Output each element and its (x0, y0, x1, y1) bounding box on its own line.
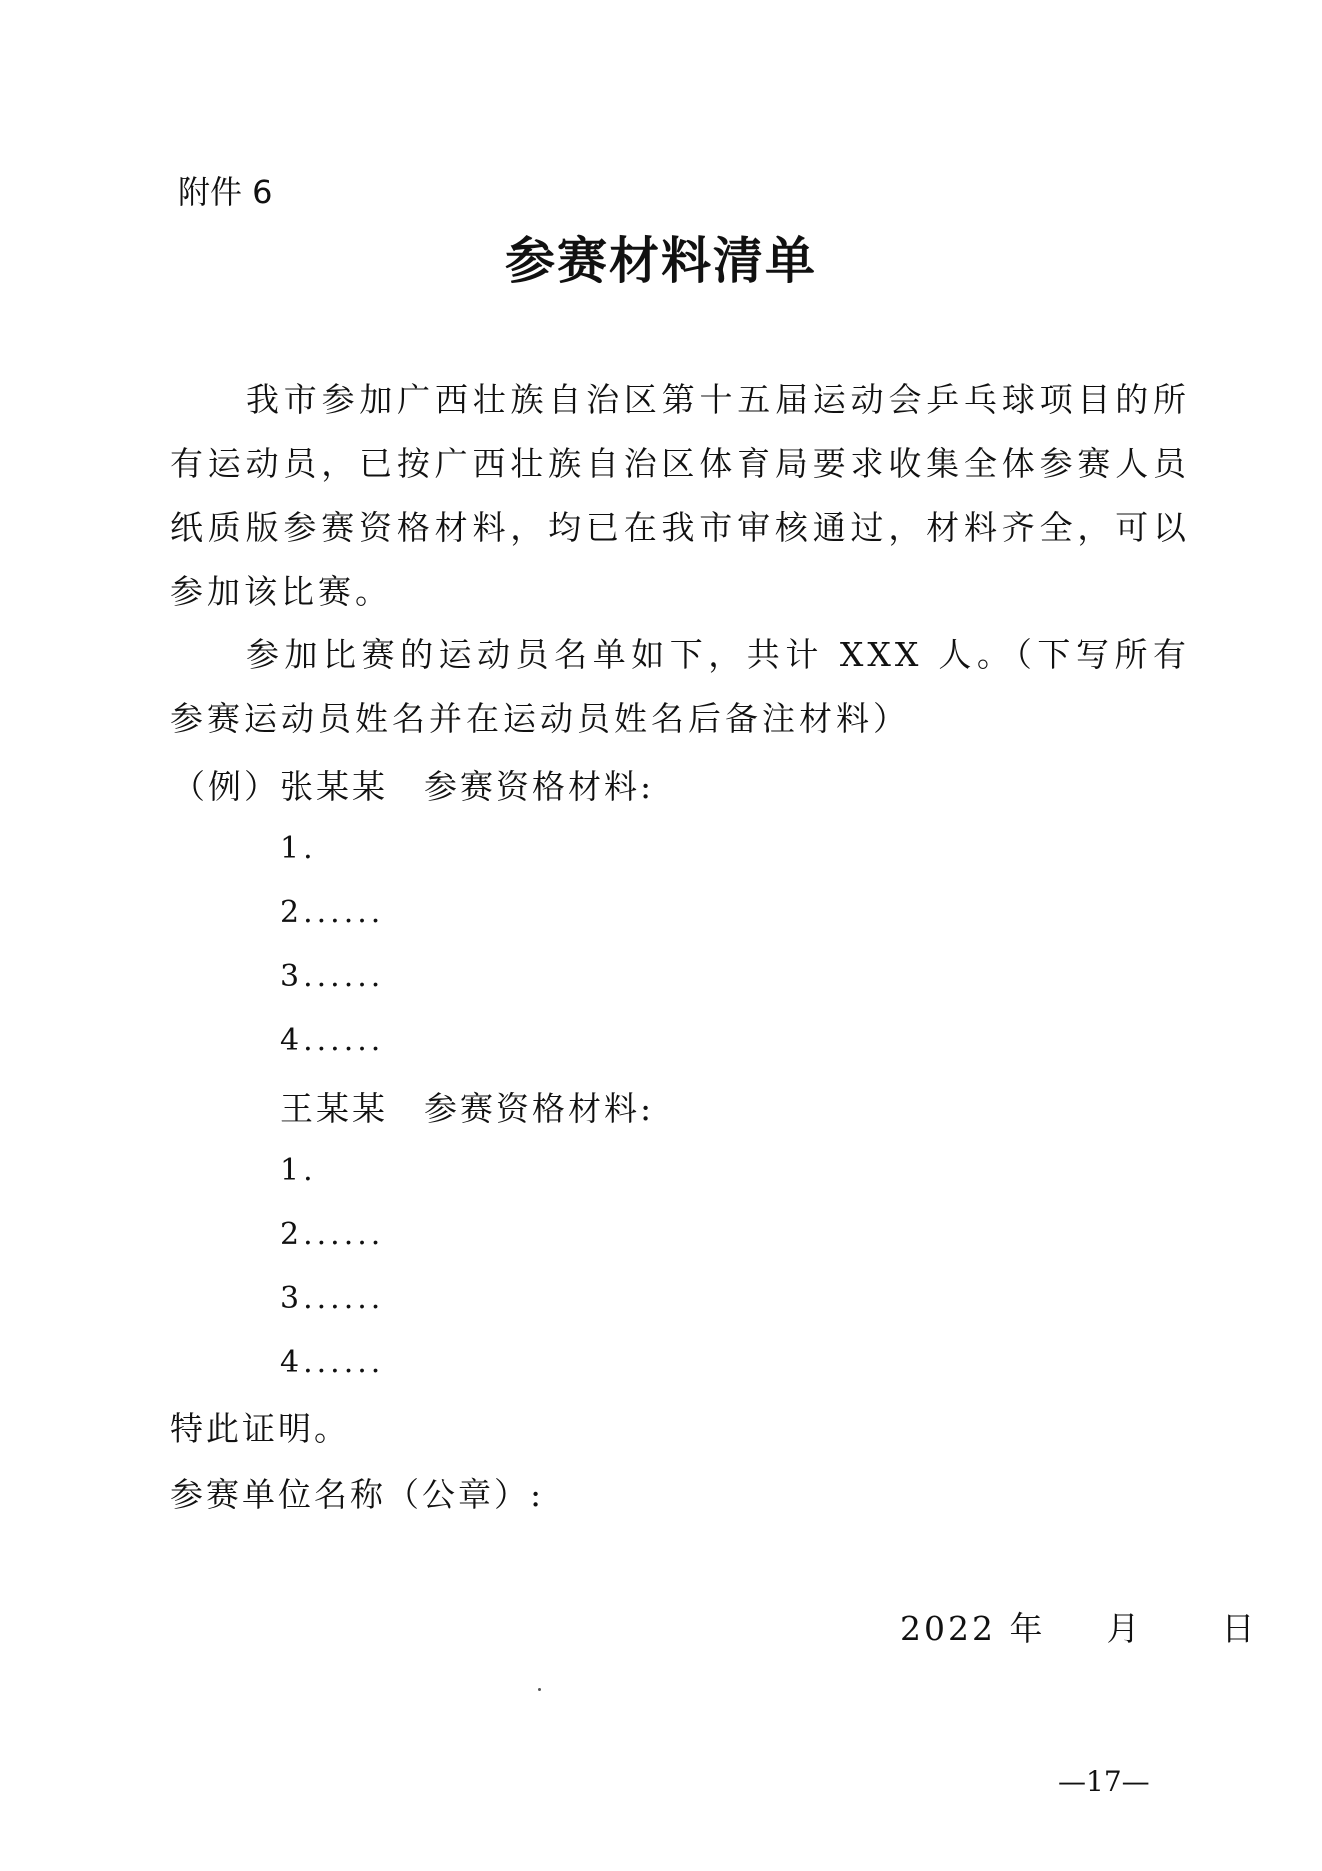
athlete-list-paragraph: 参加比赛的运动员名单如下，共计 XXX 人。（下写所有参赛运动员姓名并在运动员姓名后备注材料） (170, 635, 1190, 738)
intro-paragraph: 我市参加广西壮族自治区第十五届运动会乒乓球项目的所有运动员，已按广西壮族自治区体育局要求收集全体参赛人员纸质版参赛资格材料，均已在我市审核通过，材料齐全，可以参加该比赛。 (170, 380, 1190, 611)
athlete-heading-second: 王某某 参赛资格材料: (280, 1089, 655, 1128)
material-item: 2...... (280, 1217, 385, 1252)
material-item: 3...... (280, 1281, 385, 1316)
material-item: 4...... (280, 1345, 385, 1380)
page-number: —17— (1058, 1765, 1150, 1798)
material-item: 2...... (280, 895, 385, 930)
date-year: 2022 年 (900, 1609, 1046, 1648)
material-item: 4...... (280, 1023, 385, 1058)
scan-speck (538, 1688, 541, 1691)
material-item: 1. (280, 831, 317, 866)
material-item: 3...... (280, 959, 385, 994)
document-title: 参赛材料清单 (505, 231, 817, 290)
unit-name-label: 参赛单位名称（公章）: (170, 1475, 545, 1514)
athlete-heading-example: （例）张某某 参赛资格材料: (172, 767, 655, 806)
date-line (900, 1609, 1258, 1648)
date-day: 日 (1221, 1609, 1258, 1648)
certify-text: 特此证明。 (170, 1409, 350, 1448)
date-month: 月 (1106, 1609, 1143, 1648)
attachment-label: 附件 6 (178, 173, 273, 211)
material-item: 1. (280, 1153, 317, 1188)
